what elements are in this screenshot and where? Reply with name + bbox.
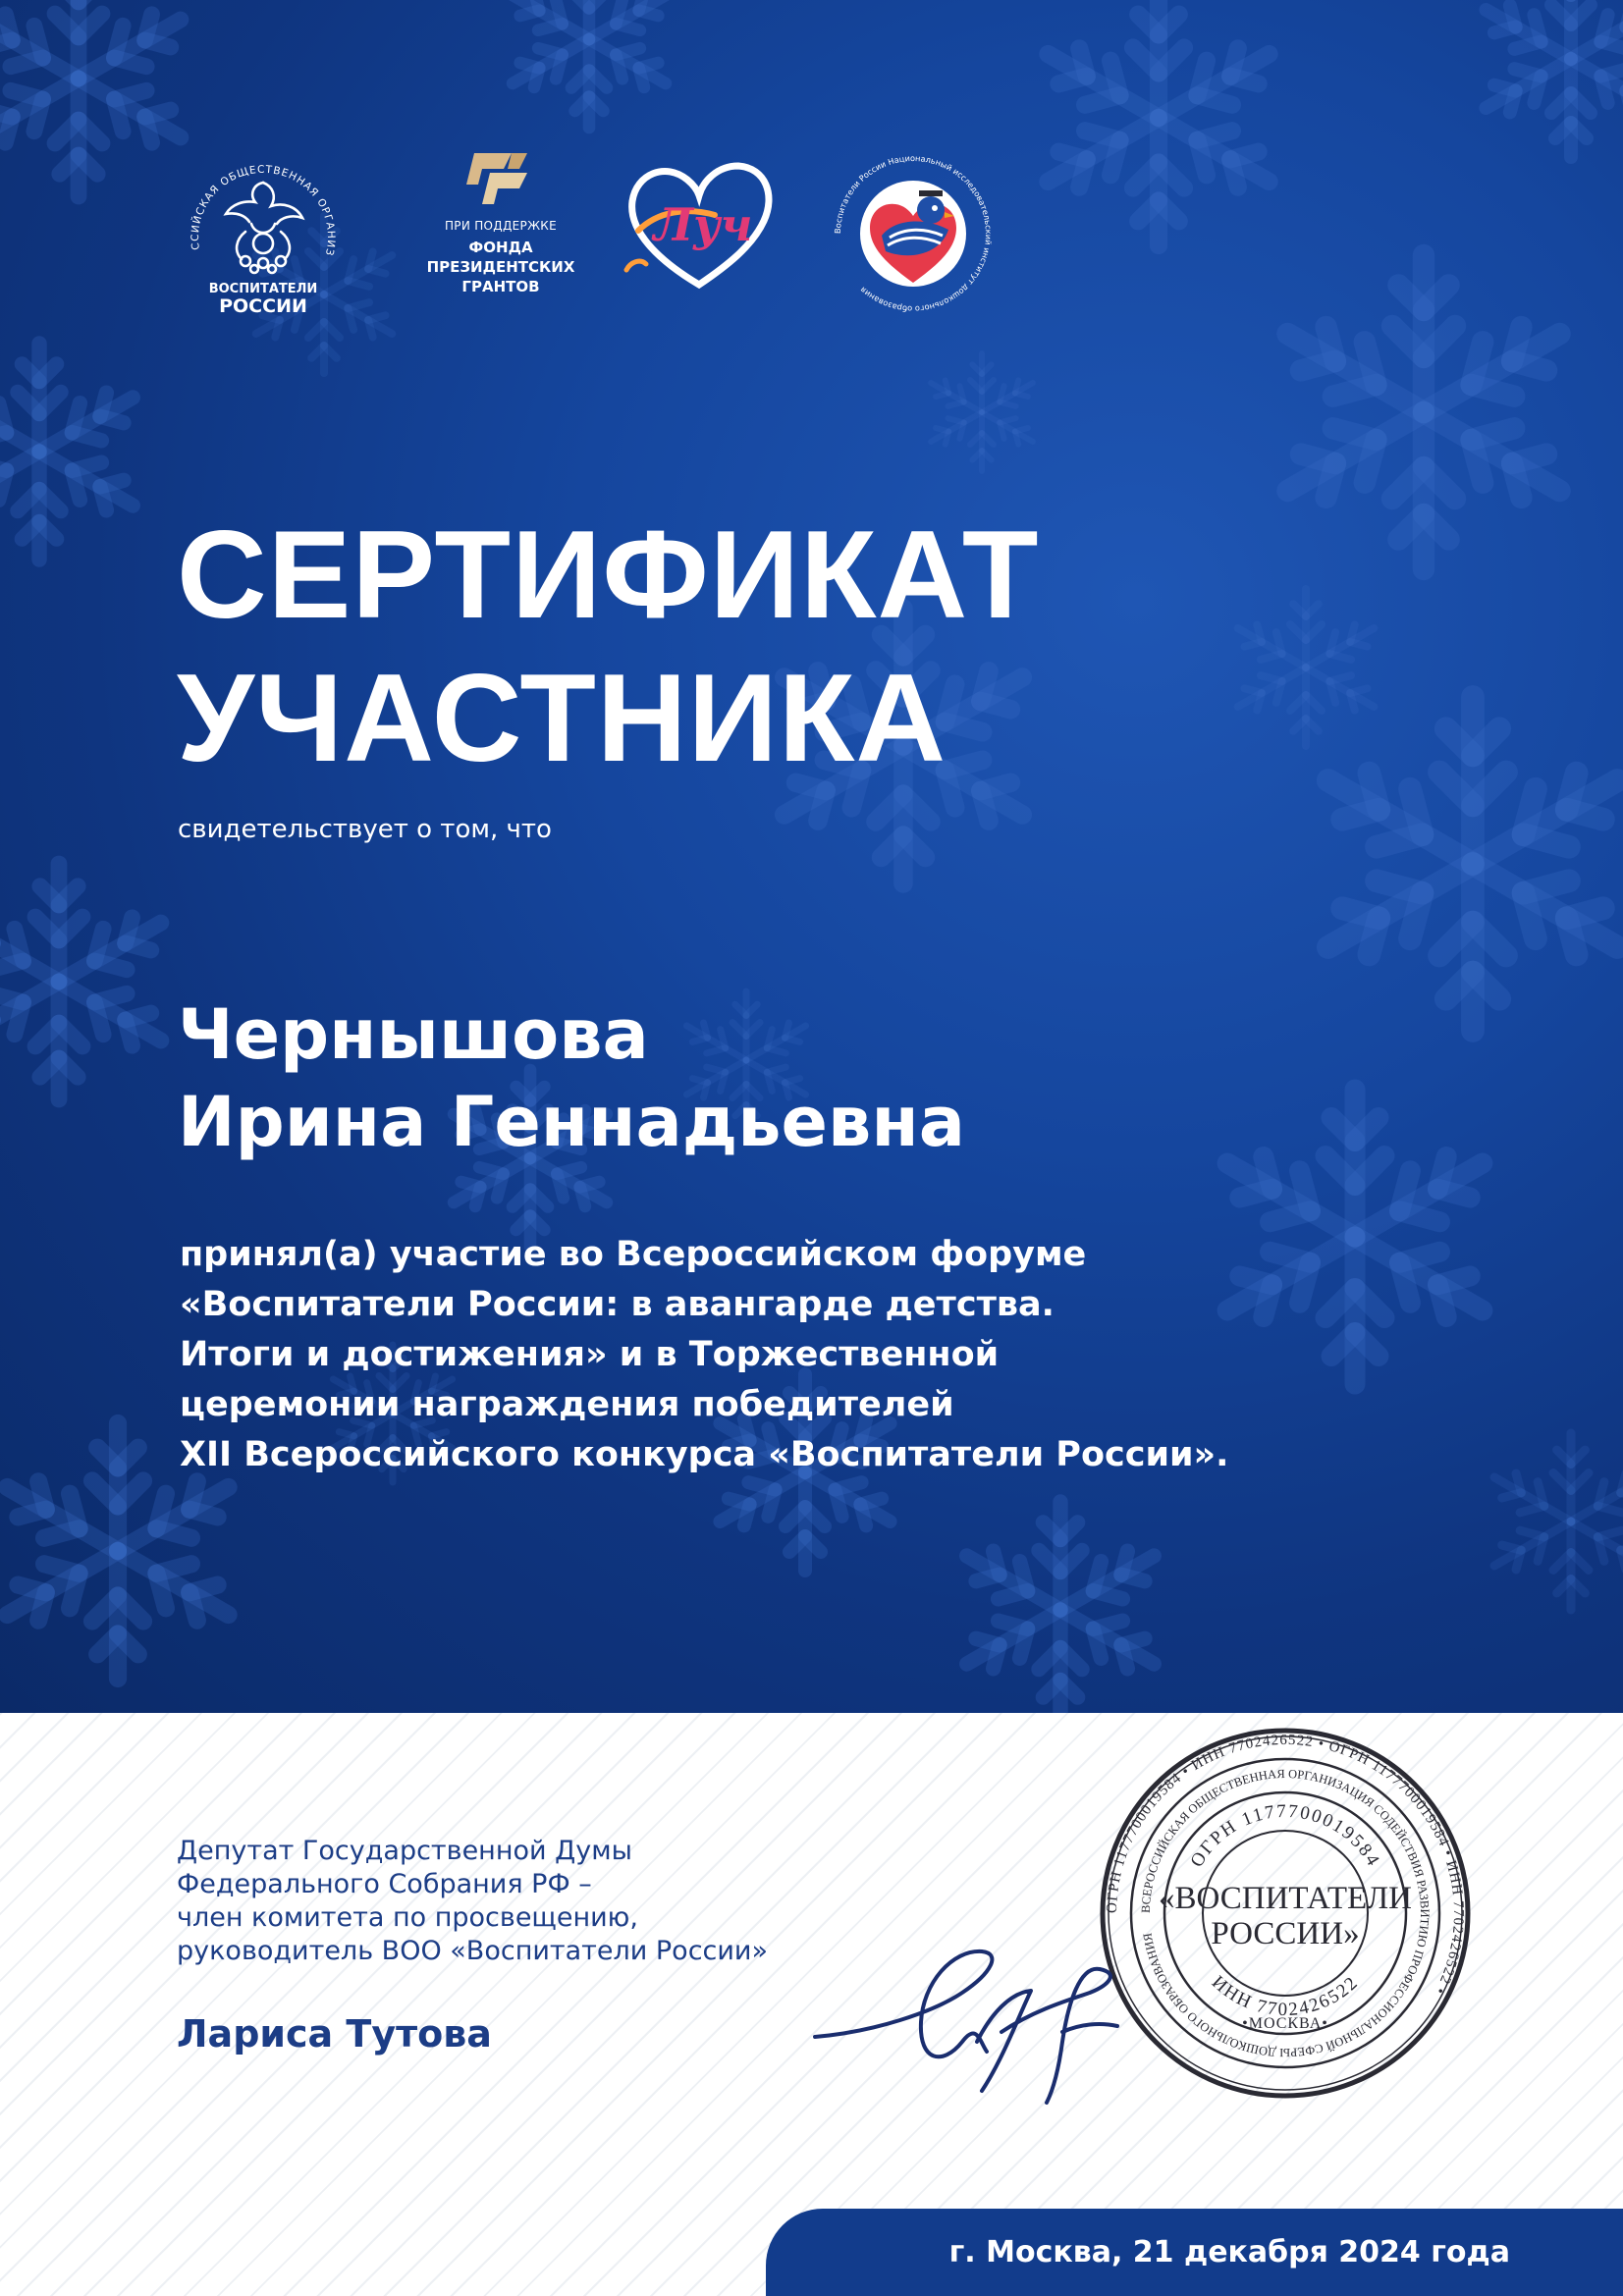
svg-text:Луч: Луч <box>653 198 753 251</box>
svg-text:РОССИИ: РОССИИ <box>219 295 307 317</box>
position-line: Федерального Собрания РФ – <box>177 1869 592 1899</box>
position-line: Депутат Государственной Думы <box>177 1836 632 1866</box>
svg-text:ОГРН 1177700019584: ОГРН 1177700019584 <box>1186 1800 1384 1871</box>
institute-logo <box>825 145 1001 322</box>
certificate-subtitle: свидетельствует о том, что <box>178 815 552 844</box>
handwritten-signature <box>805 1895 1198 2130</box>
luch-logo <box>619 152 781 294</box>
svg-text:Воспитатели России Национальны: Воспитатели России Национальный исследовательский институт дошкольного образования <box>832 152 995 315</box>
issue-date: г. Москва, 21 декабря 2024 года <box>948 2235 1510 2269</box>
position-line: руководитель ВОО «Воспитатели России» <box>177 1936 769 1966</box>
signatory-name: Лариса Тутова <box>177 2012 492 2056</box>
voo-bird-emblem-icon <box>226 183 302 273</box>
svg-text:ВСЕРОССИЙСКАЯ ОБЩЕСТВЕННАЯ ОРГ: ССИЙСКАЯ ОБЩЕСТВЕННАЯ ОРГАНИЗ <box>189 163 338 258</box>
recipient-given-names: Ирина Геннадьевна <box>178 1082 965 1162</box>
recipient-name <box>178 991 965 1166</box>
presidential-grants-fund-icon <box>466 153 527 204</box>
body-line: Итоги и достижения» и в Торжественной <box>180 1335 1000 1374</box>
date-bar <box>766 2209 1623 2296</box>
voo-logo <box>175 145 352 322</box>
signatory-position <box>177 1835 768 1968</box>
body-line: XII Всероссийского конкурса «Воспитатели России». <box>180 1435 1229 1474</box>
fpg-name-label: ФОНДА ПРЕЗИДЕНТСКИХ ГРАНТОВ <box>426 239 575 295</box>
certificate-body-text <box>180 1230 1456 1480</box>
svg-text:ОГРН 1177700019584 • ИНН 77024: ОГРН 1177700019584 • ИНН 7702426522 • ОГРН 1177700019584 • ИНН 7702426522 • <box>1104 1732 1467 1998</box>
fpg-support-label: ПРИ ПОДДЕРЖКЕ <box>444 219 557 233</box>
svg-text:ВОСПИТАТЕЛИ: ВОСПИТАТЕЛИ <box>208 282 318 296</box>
title-line-1: СЕРТИФИКАТ <box>177 505 1040 644</box>
svg-text:«ВОСПИТАТЕЛИ: «ВОСПИТАТЕЛИ <box>1159 1881 1412 1916</box>
svg-text:РОССИИ»: РОССИИ» <box>1211 1916 1360 1951</box>
title-line-2: УЧАСТНИКА <box>177 648 947 787</box>
certificate-title <box>177 503 1039 789</box>
presidential-grants-logo <box>417 147 584 304</box>
bird-heart-institute-icon <box>860 181 966 287</box>
body-line: принял(а) участие во Всероссийском форуме <box>180 1235 1087 1274</box>
position-line: член комитета по просвещению, <box>177 1902 638 1933</box>
svg-text:ИНН 7702426522: ИНН 7702426522 <box>1207 1971 1364 2021</box>
svg-text:ВСЕРОССИЙСКАЯ ОБЩЕСТВЕННАЯ ОРГ: ВСЕРОССИЙСКАЯ ОБЩЕСТВЕННАЯ ОРГАНИЗАЦИЯ СОДЕЙСТВИЯ РАЗВИТИЮ ПРОФЕССИОНАЛЬНОЙ СФЕРЫ ДОШКОЛЬНОГО ОБРАЗОВАНИЯ <box>1138 1766 1433 2060</box>
svg-text:•МОСКВА•: •МОСКВА• <box>1242 2015 1328 2032</box>
recipient-surname: Чернышова <box>178 994 649 1075</box>
body-line: церемонии награждения победителей <box>180 1385 954 1424</box>
body-line: «Воспитатели России: в авангарде детства. <box>180 1285 1055 1324</box>
